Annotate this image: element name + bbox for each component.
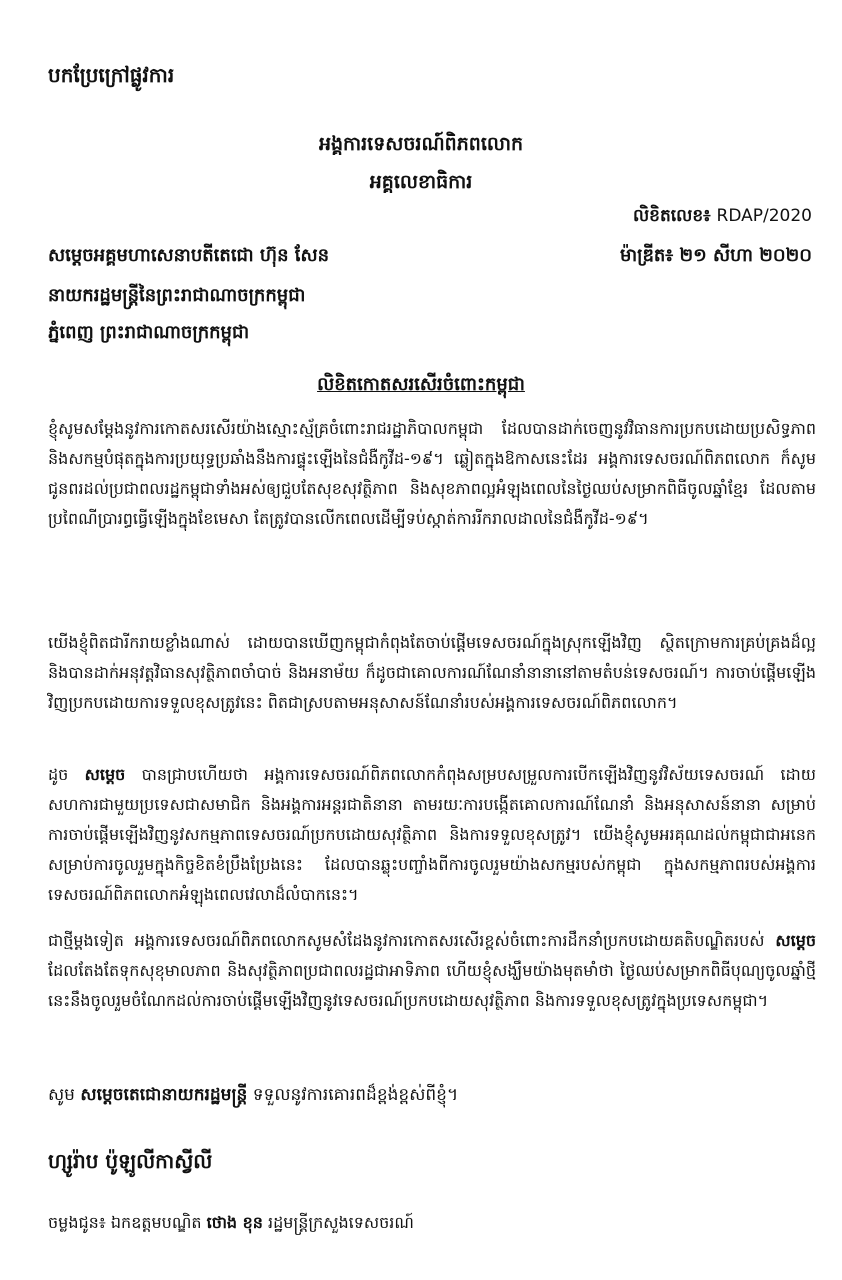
reference-value: RDAP/2020 xyxy=(716,206,812,226)
reference-label: លិខិតលេខ៖ xyxy=(632,206,711,226)
paragraph-4-prefix: ជាថ្មីម្ដងទៀត អង្គការទេសចរណ៍ពិភពលោកសូមសំដែងនូវការកោតសរសើរខ្ពស់ចំពោះការដឹកនាំប្រកបដោយគតិបណ្ឌិតរបស់ xyxy=(48,931,776,950)
body-paragraph-2: យើងខ្ញុំពិតជារីករាយខ្លាំងណាស់ ដោយបានឃើញកម្ពុជាកំពុងតែចាប់ផ្ដើមទេសចរណ៍ក្នុងស្រុកឡើងវិញ ស្ថិតក្រោមការគ្រប់គ្រងដ៏ល្អ និងបានដាក់អនុវត្តវិធានសុវត្ថិភាពចាំបាច់ និងអនាម័យ ក៏ដូចជាគោលការណ៍ណែនាំនានានៅតាមតំបន់ទេសចរណ៍។ ការចាប់ផ្ដើមឡើងវិញប្រកបដោយការទទួលខុសត្រូវនេះ ពិតជាស្របតាមអនុសាសន៍ណែនាំរបស់អង្គការទេសចរណ៍ពិភពលោក។ xyxy=(48,633,816,712)
paragraph-3-rest: បានជ្រាបហើយថា អង្គការទេសចរណ៍ពិភពលោកកំពុងសម្របសម្រួលការបើកឡើងវិញនូវវិស័យទេសចរណ៍ ដោយសហការជាមួយប្រទេសជាសមាជិក និងអង្គការអន្តរជាតិនានា តាមរយៈការបង្កើតគោលការណ៍ណែនាំ និងអនុសាសន៍នានា សម្រាប់ការចាប់ផ្ដើមឡើងវិញនូវសកម្មភាពទេសចរណ៍ប្រកបដោយសុវត្ថិភាព និងការទទួលខុសត្រូវ។ យើងខ្ញុំសូមអរគុណដល់កម្ពុជាជាអនេក សម្រាប់ការចូលរួមក្នុងកិច្ចខិតខំប្រឹងប្រែងនេះ ដែលបានឆ្លុះបញ្ចាំងពីការចូលរួមយ៉ាងសកម្មរបស់កម្ពុជា ក្នុងសកម្មភាពរបស់អង្គការទេសចរណ៍ពិភពលោកអំឡុងពេលវេលាដ៏លំបាកនេះ។ xyxy=(48,765,816,904)
organization-name: អង្គការទេសចរណ៍ពិភពលោក xyxy=(318,133,524,155)
paragraph-3-prefix: ដូច xyxy=(48,765,85,784)
signatory-name: ហ្សូរ៉ាប ប៉ូឡូលីកាស្វីលី xyxy=(48,1149,213,1173)
organization-department: អគ្គលេខាធិការ xyxy=(369,171,473,193)
paragraph-3-highlight: សម្ដេច xyxy=(84,765,126,784)
body-paragraph-1: ខ្ញុំសូមសម្ដែងនូវការកោតសរសើរយ៉ាងស្មោះស្ម័គ្រចំពោះរាជរដ្ឋាភិបាលកម្ពុជា ដែលបានដាក់ចេញនូវវិធានការប្រកបដោយប្រសិទ្ធភាព និងសកម្មបំផុតក្នុងការប្រយុទ្ធប្រឆាំងនឹងការផ្ទុះឡើងនៃជំងឺកូវីដ-១៩។ ឆ្លៀតក្នុងឱកាសនេះដែរ អង្គការទេសចរណ៍ពិភពលោក ក៏សូមជូនពរដល់ប្រជាពលរដ្ឋកម្ពុជាទាំងអស់ឲ្យជួបតែសុខសុវត្ថិភាព និងសុខភាពល្អអំឡុងពេលនៃថ្ងៃឈប់សម្រាកពិធីចូលឆ្នាំខ្មែរ ដែលតាមប្រពៃណីប្រារព្ធធ្វើឡើងក្នុងខែមេសា តែត្រូវបានលើកពេលដើម្បីទប់ស្កាត់ការរីករាលដាលនៃជំងឺកូវីដ-១៩។ xyxy=(48,419,816,528)
letter-subject: លិខិតកោតសរសើរចំពោះកម្ពុជា xyxy=(317,374,525,395)
cc-prefix: ចម្លងជូន៖ ឯកឧត្តមបណ្ឌិត xyxy=(48,1213,207,1232)
recipient-line-1: សម្ដេចអគ្គមហាសេនាបតីតេជោ ហ៊ុន សែន xyxy=(48,245,330,266)
paragraph-4-highlight: សម្ដេច xyxy=(775,931,816,950)
body-paragraph-3 xyxy=(48,760,816,910)
recipient-line-3: ភ្នំពេញ ព្រះរាជាណាចក្រកម្ពុជា xyxy=(48,322,250,343)
carbon-copy-line xyxy=(48,1212,414,1236)
translation-label: បកប្រែក្រៅផ្លូវការ xyxy=(48,63,175,87)
recipient-line-2: នាយករដ្ឋមន្ត្រីនៃព្រះរាជាណាចក្រកម្ពុជា xyxy=(48,285,306,306)
closing-line xyxy=(48,1084,458,1109)
reference-number xyxy=(633,205,812,230)
body-paragraph-4 xyxy=(48,926,816,1016)
cc-highlight: ថោង ខុន xyxy=(206,1213,263,1232)
closing-prefix: សូម xyxy=(48,1085,81,1105)
paragraph-4-rest: ដែលតែងតែទុកសុខុមាលភាព និងសុវត្ថិភាពប្រជាពលរដ្ឋជាអាទិភាព ហើយខ្ញុំសង្ឃឹមយ៉ាងមុតមាំថា ថ្ងៃឈប់សម្រាកពិធីបុណ្យចូលឆ្នាំថ្មីនេះនឹងចូលរួមចំណែកដល់ការចាប់ផ្ដើមឡើងវិញនូវទេសចរណ៍ប្រកបដោយសុវត្ថិភាព និងការទទួលខុសត្រូវក្នុងប្រទេសកម្ពុជា។ xyxy=(48,961,816,1010)
letter-date: ម៉ាឌ្រីត៖ ២១ សីហា ២០២០ xyxy=(619,245,812,266)
closing-highlight: សម្ដេចតេជោនាយករដ្ឋមន្ត្រី xyxy=(80,1085,248,1105)
closing-rest: ទទួលនូវការគោរពដ៏ខ្ពង់ខ្ពស់ពីខ្ញុំ។ xyxy=(247,1085,459,1105)
cc-rest: រដ្ឋមន្ត្រីក្រសួងទេសចរណ៍ xyxy=(262,1213,414,1232)
